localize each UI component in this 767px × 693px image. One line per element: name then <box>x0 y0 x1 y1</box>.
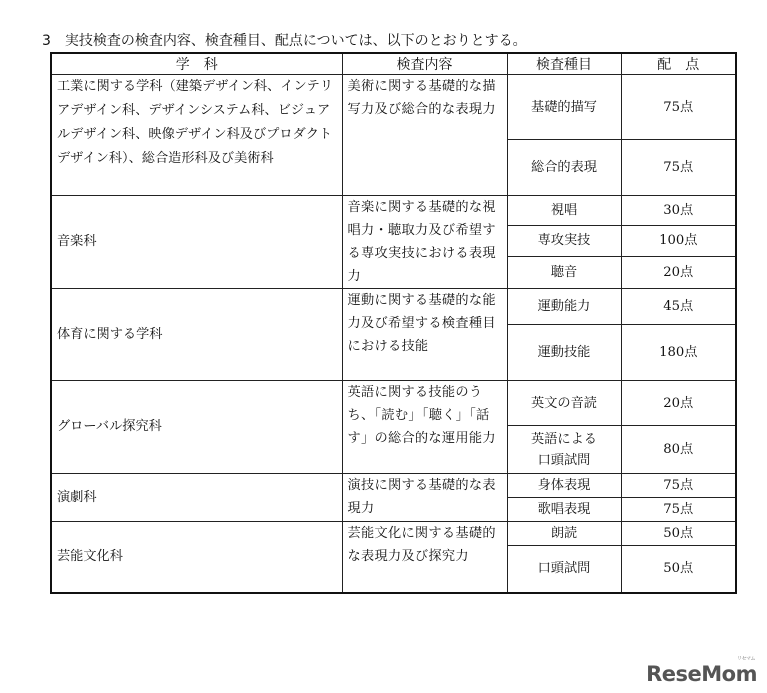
item-cell: 専攻実技 <box>507 226 621 256</box>
item-cell: 歌唱表現 <box>507 498 621 522</box>
content-cell: 英語に関する技能のうち、「読む」「聴く」「話す」の総合的な運用能力 <box>342 381 507 474</box>
score-cell: 75点 <box>621 140 736 196</box>
subject-cell: グローバル探究科 <box>51 381 342 474</box>
score-cell: 20点 <box>621 256 736 288</box>
score-cell: 50点 <box>621 522 736 546</box>
score-cell: 50点 <box>621 546 736 593</box>
content-cell: 演技に関する基礎的な表現力 <box>342 474 507 522</box>
item-cell: 聴音 <box>507 256 621 288</box>
table-row <box>51 522 736 546</box>
item-cell: 英語による 口頭試問 <box>507 426 621 474</box>
table-row <box>51 196 736 226</box>
content-cell: 美術に関する基礎的な描写力及び総合的な表現力 <box>342 75 507 196</box>
content-cell: 運動に関する基礎的な能力及び希望する検査種目における技能 <box>342 289 507 381</box>
resemom-logo <box>646 656 757 686</box>
score-cell: 80点 <box>621 426 736 474</box>
score-cell: 45点 <box>621 289 736 325</box>
header-content: 検査内容 <box>342 53 507 75</box>
header-score: 配 点 <box>621 53 736 75</box>
table-row <box>51 289 736 325</box>
subject-cell: 体育に関する学科 <box>51 289 342 381</box>
score-cell: 20点 <box>621 381 736 426</box>
exam-score-table <box>50 52 737 594</box>
score-cell: 75点 <box>621 498 736 522</box>
subject-cell: 演劇科 <box>51 474 342 522</box>
item-cell: 運動技能 <box>507 325 621 381</box>
table-row <box>51 474 736 498</box>
item-cell: 基礎的描写 <box>507 75 621 140</box>
section-heading: 3 実技検査の検査内容、検査種目、配点については、以下のとおりとする。 <box>42 33 527 49</box>
score-cell: 100点 <box>621 226 736 256</box>
table-row <box>51 75 736 140</box>
header-item: 検査種目 <box>507 53 621 75</box>
content-cell: 音楽に関する基礎的な視唱力・聴取力及び希望する専攻実技における表現力 <box>342 196 507 289</box>
content-cell: 芸能文化に関する基礎的な表現力及び探究力 <box>342 522 507 593</box>
item-cell: 朗読 <box>507 522 621 546</box>
logo-text: ReseMom <box>646 662 757 686</box>
item-cell: 視唱 <box>507 196 621 226</box>
item-cell: 口頭試問 <box>507 546 621 593</box>
score-cell: 30点 <box>621 196 736 226</box>
logo-ruby: リセマム <box>737 656 755 662</box>
score-cell: 75点 <box>621 75 736 140</box>
item-cell: 英文の音読 <box>507 381 621 426</box>
subject-cell: 音楽科 <box>51 196 342 289</box>
table-row <box>51 381 736 426</box>
score-cell: 180点 <box>621 325 736 381</box>
subject-cell: 工業に関する学科（建築デザイン科、インテリアデザイン科、デザインシステム科、ビジュアルデザイン科、映像デザイン科及びプロダクトデザイン科）、総合造形科及び美術科 <box>51 75 342 196</box>
item-cell: 総合的表現 <box>507 140 621 196</box>
subject-cell: 芸能文化科 <box>51 522 342 593</box>
table-header-row <box>51 53 736 75</box>
score-cell: 75点 <box>621 474 736 498</box>
header-subject: 学 科 <box>51 53 342 75</box>
item-cell: 身体表現 <box>507 474 621 498</box>
item-cell: 運動能力 <box>507 289 621 325</box>
